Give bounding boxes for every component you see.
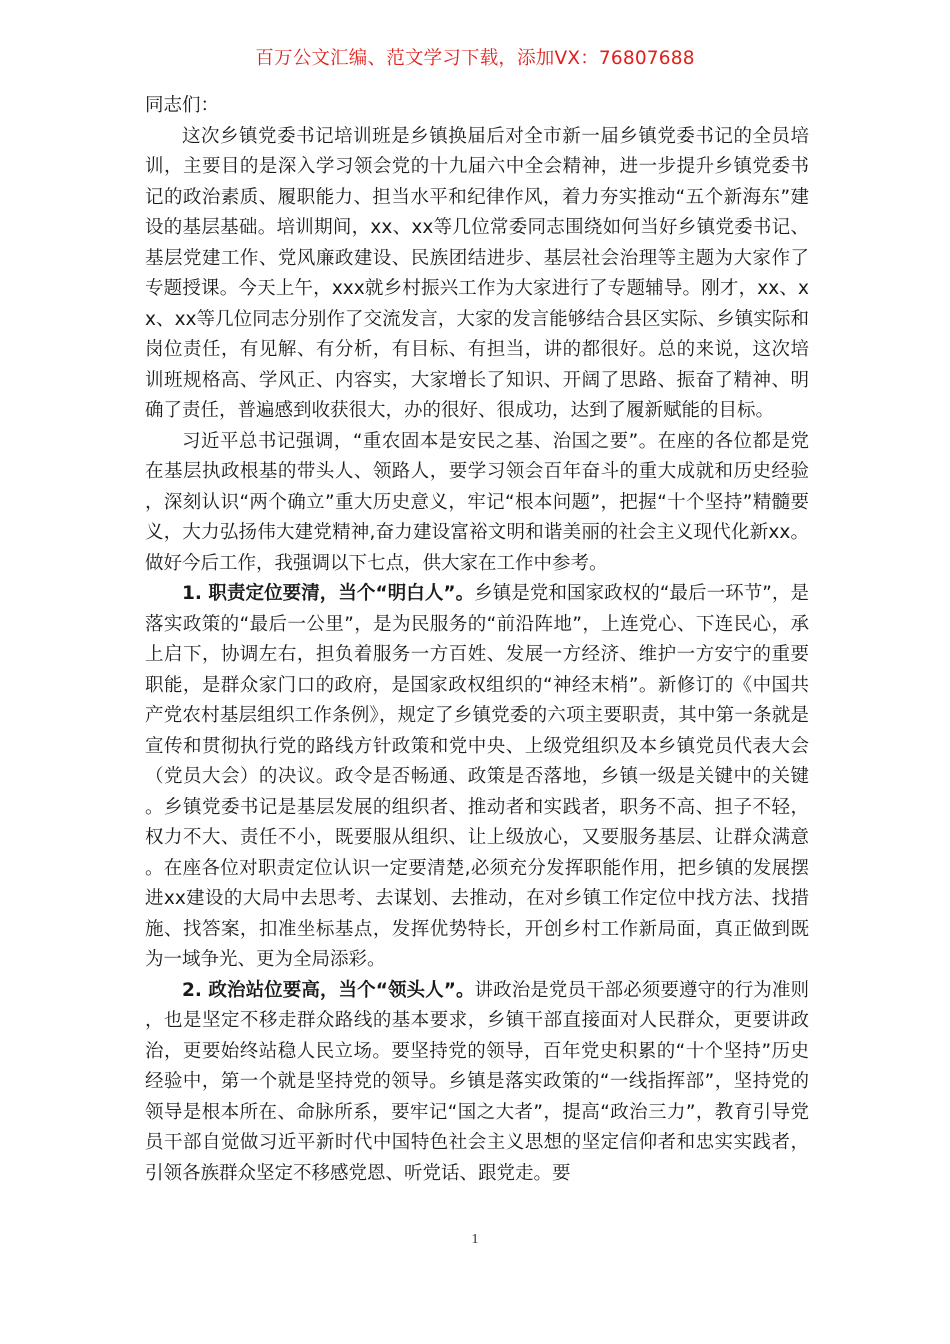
paragraph-text: 讲政治是党员干部必须要遵守的行为准则，也是坚定不移走群众路线的基本要求，乡镇干部直接面对人民群众，更要讲政治，更要始终站稳人民立场。要坚持党的领导，百年党史积累的“十个坚持”历史经验中，第一个就是坚持党的领导。乡镇是落实政策的“一线指挥部”，坚持党的领导是根本所在、命脉所系，要牢记“国之大者”，提高“政治三力”，教育引导党员干部自觉做习近平新时代中国特色社会主义思想的坚定信仰者和忠实实践者，引领各族群众坚定不移感党恩、听党话、跟党走。要 [145, 979, 809, 1184]
paragraph-point-2 [145, 976, 809, 1190]
paragraph-intro [145, 122, 809, 427]
paragraph-point-1 [145, 579, 809, 976]
greeting: 同志们： [145, 95, 220, 116]
point-heading: 1. 职责定位要清，当个“明白人”。 [182, 583, 475, 604]
point-heading: 2. 政治站位要高，当个“领头人”。 [182, 979, 475, 1001]
page-number: 1 [471, 1232, 479, 1247]
paragraph-emphasis [145, 427, 809, 580]
document-body [145, 91, 809, 1189]
paragraph-text: 这次乡镇党委书记培训班是乡镇换届后对全市新一届乡镇党委书记的全员培训，主要目的是深入学习领会党的十九届六中全会精神，进一步提升乡镇党委书记的政治素质、履职能力、担当水平和纪律作风，着力夯实推动“五个新海东”建设的基层基础。培训期间，xx、xx等几位常委同志围绕如何当好乡镇党委书记、基层党建工作、党风廉政建设、民族团结进步、基层社会治理等主题为大家作了专题授课。今天上午，xxx就乡村振兴工作为大家进行了专题辅导。刚才，xx、xx、xx等几位同志分别作了交流发言，大家的发言能够结合县区实际、乡镇实际和岗位责任，有见解、有分析，有目标、有担当，讲的都很好。总的来说，这次培训班规格高、学风正、内容实，大家增长了知识、开阔了思路、振奋了精神、明确了责任，普遍感到收获很大，办的很好、很成功，达到了履新赋能的目标。 [145, 125, 809, 421]
download-banner: 百万公文汇编、范文学习下载，添加VX：76807688 [255, 48, 695, 69]
paragraph-text: 乡镇是党和国家政权的“最后一环节”，是落实政策的“最后一公里”，是为民服务的“前沿阵地”，上连党心、下连民心，承上启下，协调左右，担负着服务一方百姓、发展一方经济、维护一方安宁的重要职能，是群众家门口的政府，是国家政权组织的“神经末梢”。新修订的《中国共产党农村基层组织工作条例》，规定了乡镇党委的六项主要职责，其中第一条就是宣传和贯彻执行党的路线方针政策和党中央、上级党组织及本乡镇党员代表大会（党员大会）的决议。政令是否畅通、政策是否落地，乡镇一级是关键中的关键。乡镇党委书记是基层发展的组织者、推动者和实践者，职务不高、担子不轻，权力不大、责任不小，既要服从组织、让上级放心，又要服务基层、让群众满意。在座各位对职责定位认识一定要清楚,必须充分发挥职能作用，把乡镇的发展摆进xx建设的大局中去思考、去谋划、去推动，在对乡镇工作定位中找方法、找措施、找答案，扣准坐标基点，发挥优势特长，开创乡村工作新局面，真正做到既为一域争光、更为全局添彩。 [145, 583, 809, 970]
paragraph-text: 习近平总书记强调，“重农固本是安民之基、治国之要”。在座的各位都是党在基层执政根基的带头人、领路人，要学习领会百年奋斗的重大成就和历史经验，深刻认识“两个确立”重大历史意义，牢记“根本问题”，把握“十个坚持”精髓要义，大力弘扬伟大建党精神,奋力建设富裕文明和谐美丽的社会主义现代化新xx。做好今后工作，我强调以下七点，供大家在工作中参考。 [145, 430, 809, 574]
